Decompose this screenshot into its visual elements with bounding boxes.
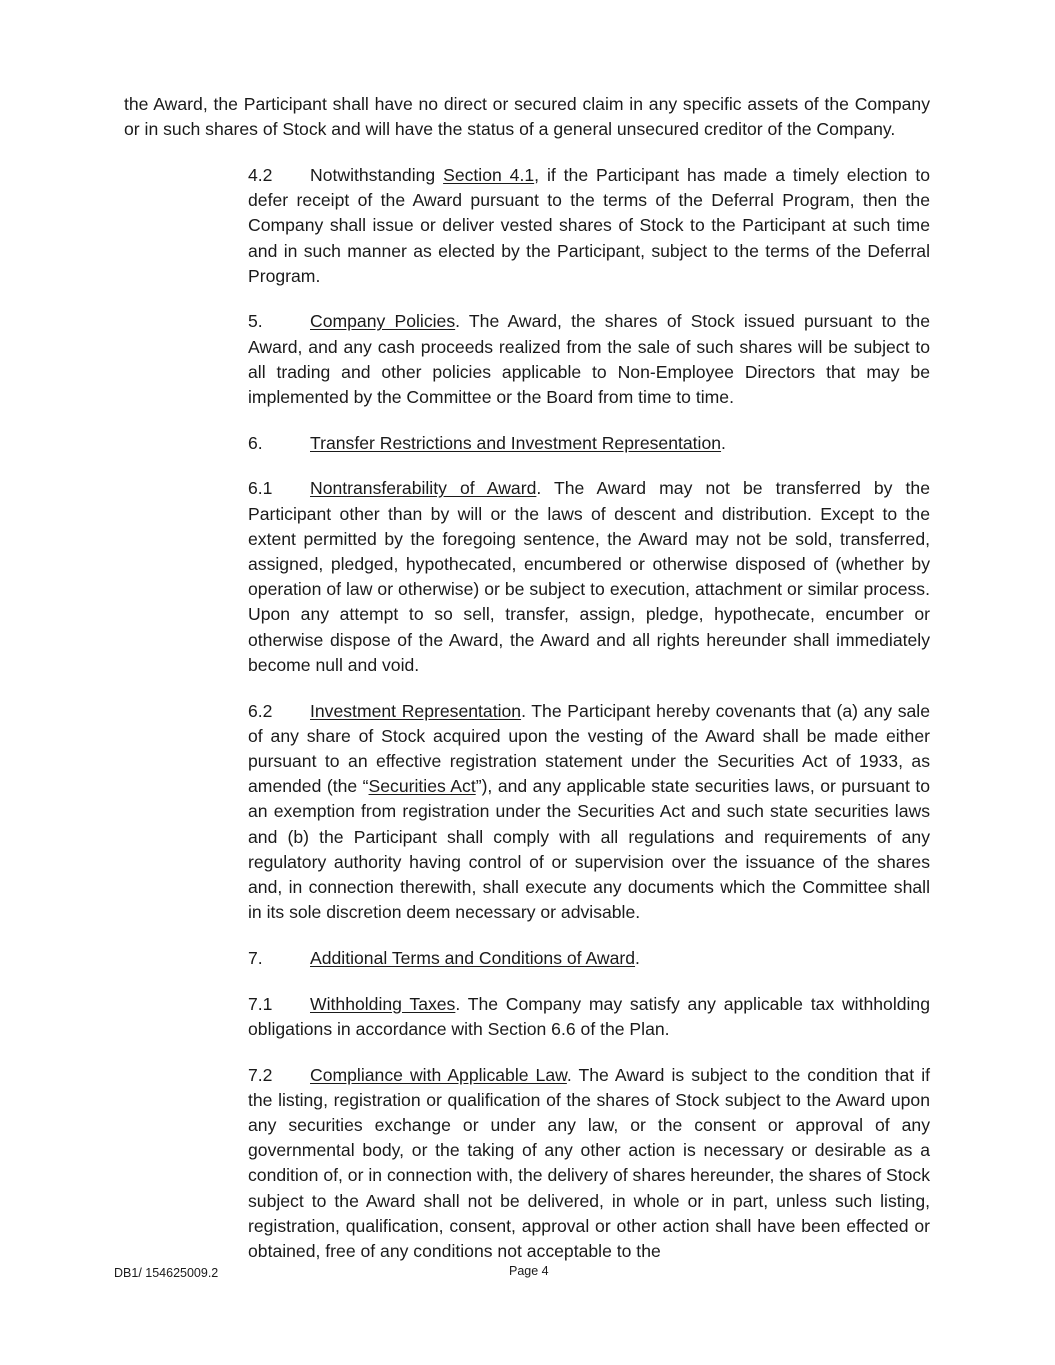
section-text: . The Award, the shares of Stock issued pursuant to the Award, and any cash proceeds realized from the sale of such shares will be subject to all trading and other policies applicable to Non-Employee Directors that may be implemented by the Committee or the Board from time to time. <box>248 311 930 408</box>
section-6 <box>124 431 930 456</box>
section-5 <box>124 309 930 410</box>
section-text-cont: ”), and any applicable state securities laws, or pursuant to an exemption from registration under the Securities Act and such state securities laws and (b) the Participant shall comply with all regulations and requirements of any regulatory authority having control of or supervision over the issuance of the shares and, in connection therewith, shall execute any documents which the Committee shall in its sole discretion deem necessary or advisable. <box>248 776 930 923</box>
section-heading: Additional Terms and Conditions of Award <box>310 947 636 968</box>
document-id: DB1/ 154625009.2 <box>114 1266 219 1280</box>
defined-term: Securities Act <box>368 776 476 797</box>
document-body <box>124 92 930 1264</box>
section-7-2 <box>124 1063 930 1265</box>
section-number: 6.1 <box>248 478 273 499</box>
section-number: 4.2 <box>248 164 273 185</box>
section-4-2 <box>124 163 930 289</box>
section-number: 7. <box>248 947 263 968</box>
page-number: Page 4 <box>509 1264 549 1278</box>
section-text-pre: Notwithstanding <box>310 164 444 185</box>
section-6-1 <box>124 476 930 678</box>
section-text: , if the Participant has made a timely election to defer receipt of the Award pursuant to the terms of the Deferral Program, then the Company shall issue or deliver vested shares of Stock to the Participant at such time and in such manner as elected by the Participant, subject to the terms of the Deferral Program. <box>248 164 931 286</box>
section-number: 6. <box>248 432 263 453</box>
section-heading: Nontransferability of Award <box>310 478 537 499</box>
section-heading: Investment Representation <box>310 700 522 721</box>
section-number: 6.2 <box>248 700 273 721</box>
section-heading: Transfer Restrictions and Investment Representation <box>310 432 722 453</box>
section-text: . The Participant hereby covenants that (a) any sale of any share of Stock acquired upon the vesting of the Award shall be made either pursuant to an effective registration statement under the Securities Act of 1933, as amended (the “ <box>248 700 930 797</box>
section-heading: Compliance with Applicable Law <box>310 1064 567 1085</box>
section-7 <box>124 946 930 971</box>
section-text: . The Company may satisfy any applicable tax withholding obligations in accordance with Section 6.6 of the Plan. <box>248 993 930 1039</box>
section-heading: Company Policies <box>310 311 456 332</box>
section-number: 7.2 <box>248 1064 273 1085</box>
section-7-1 <box>124 992 930 1042</box>
section-text: . <box>635 947 640 968</box>
section-text: . The Award may not be transferred by the Participant other than by will or the laws of descent and distribution. Except to the extent permitted by the foregoing sentence, the Award may not be sold, transferred, assigned, pledged, hypothecated, encumbered or otherwise disposed of (whether by operation of law or otherwise) or be subject to execution, attachment or similar process. Upon any attempt to so sell, transfer, assign, pledge, hypothecate, encumber or otherwise dispose of the Award, the Award and all rights hereunder shall immediately become null and void. <box>248 478 930 675</box>
paragraph-continuation: the Award, the Participant shall have no direct or secured claim in any specific assets of the Company or in such shares of Stock and will have the status of a general unsecured creditor of the Company. <box>124 94 930 140</box>
section-number: 7.1 <box>248 993 273 1014</box>
section-heading: Withholding Taxes <box>310 993 456 1014</box>
section-reference: Section 4.1 <box>443 164 535 185</box>
section-text: . <box>721 432 726 453</box>
section-number: 5. <box>248 311 263 332</box>
section-6-2 <box>124 699 930 926</box>
section-text: . The Award is subject to the condition that if the listing, registration or qualification of the shares of Stock subject to the Award upon any securities exchange or under any law, or the consent or approval of any governmental body, or the taking of any other action is necessary or desirable as a condition of, or in connection with, the delivery of shares hereunder, the shares of Stock subject to the Award shall not be delivered, in whole or in part, unless such listing, registration, qualification, consent, approval or other action shall have been effected or obtained, free of any conditions not acceptable to the <box>248 1064 930 1261</box>
